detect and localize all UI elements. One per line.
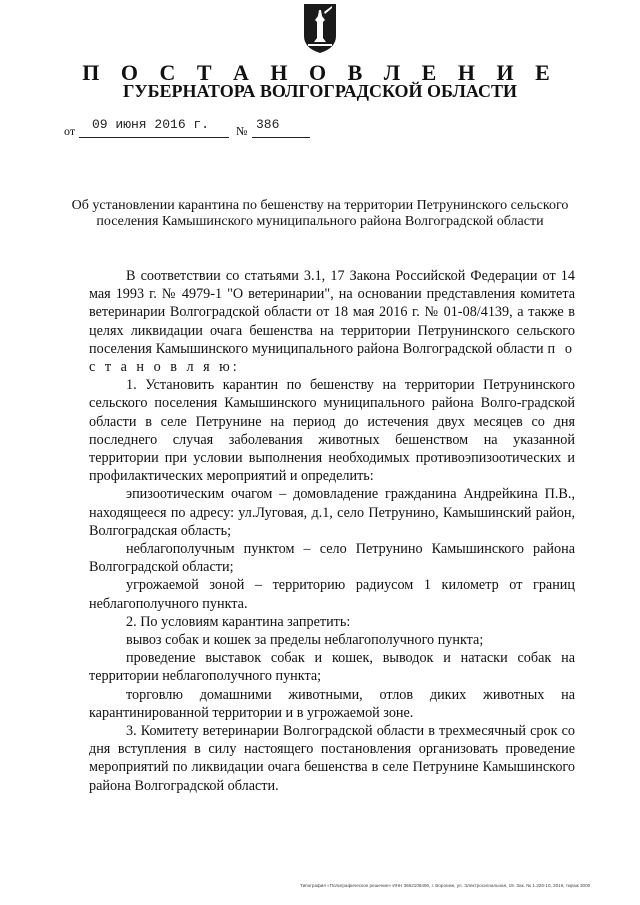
paragraph: 3. Комитету ветеринарии Волгоградской области в трехмесячный срок со дня вступления в силу настоящего постановления организовать проведение мероприятий по ликвидации очага бешенства в селе Петрунине Камышинского района Волгоградской области. — [89, 723, 575, 794]
preamble-text: В соответствии со статьями 3.1, 17 Закона Российской Федерации от 14 мая 1993 г. № 4979-1 "О ветеринарии", на основании представления комитета ветеринарии Волгоградской области от 18 мая 2016 г. № 01-08/4139, а также в целях ликвидации очага бешенства на территории Петрунинского сельского поселения Камышинского муниципального района Волгоградской области — [89, 268, 575, 357]
paragraph: 1. Установить карантин по бешенству на территории Петрунинского сельского поселения Камышинского муниципального района Волго-градской области в селе Петрунине на период до истечения двух месяцев со дня последнего случая заболевания животных бешенством на указанной территории при условии выполнения необходимых противоэпизоотических и профилактических мероприятий и определить: — [89, 377, 575, 485]
coat-of-arms-icon — [302, 2, 338, 54]
number-prefix: № — [236, 124, 248, 138]
preamble-paragraph — [89, 267, 575, 376]
date-prefix: от — [64, 124, 76, 138]
paragraph: вывоз собак и кошек за пределы неблагополучного пункта; — [126, 632, 484, 649]
document-meta — [0, 117, 640, 137]
decree-word: п о с т а н о в л я ю: — [89, 340, 576, 376]
paragraph: торговлю домашними животными, отлов диких животных на карантинированной территории и в угрожаемой зоне. — [89, 686, 575, 721]
document-date: 09 июня 2016 г. — [92, 117, 210, 132]
paragraph: проведение выставок собак и кошек, выводок и натаски собак на территории неблагополучного пункта; — [89, 650, 575, 685]
document-title: П О С Т А Н О В Л Е Н И Е — [82, 60, 558, 85]
paragraph: эпизоотическим очагом – домовладение гражданина Андрейкина П.В., находящееся по адресу: ул.Луговая, д.1, село Петрунино, Камышинский район, Волгоградская область; — [89, 486, 575, 539]
paragraph: 2. По условиям карантина запретить: — [126, 613, 351, 630]
paragraph: угрожаемой зоной – территорию радиусом 1 километр от границ неблагополучного пункта. — [89, 577, 575, 612]
paragraph: неблагополучным пунктом – село Петрунино Камышинского района Волгоградской области; — [89, 541, 575, 576]
printer-imprint: Типография «Полиграфическое решение» ИНН 3662108490, г. Воронеж, ул. Электросигнальная, 19. Зак. № 1.326-10, 2016, тираж 3000 — [300, 883, 591, 888]
document-body — [89, 267, 575, 795]
document-subject: Об установлении карантина по бешенству на территории Петрунинского сельского поселения Камышинского муниципального района Волгоградской области — [71, 198, 569, 229]
issuer-title: ГУБЕРНАТОРА ВОЛГОГРАДСКОЙ ОБЛАСТИ — [122, 81, 518, 101]
document-number: 386 — [256, 117, 280, 132]
